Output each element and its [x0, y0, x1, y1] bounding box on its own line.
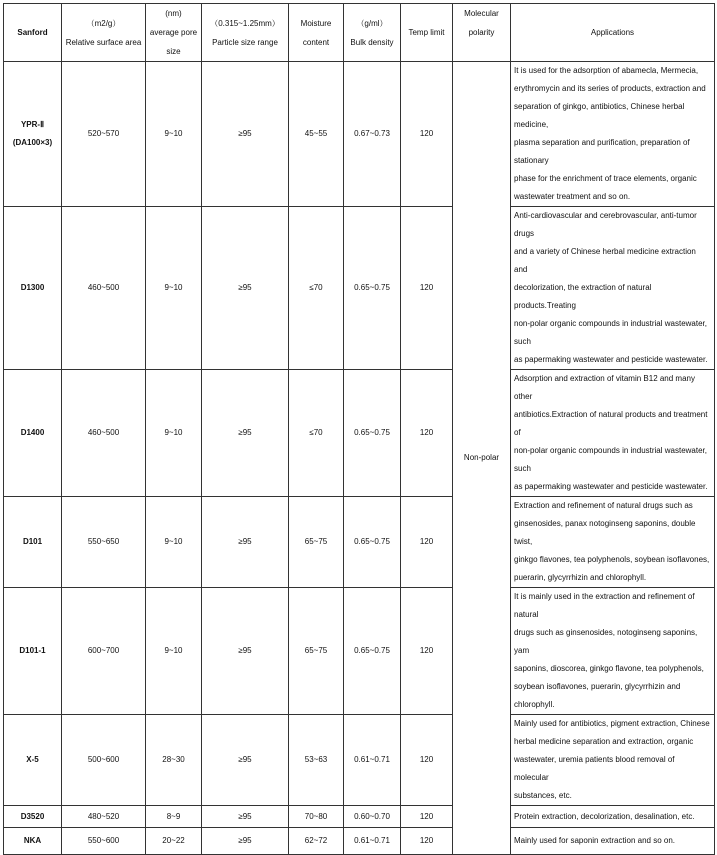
- resin-name-cell: D101-1: [4, 588, 62, 715]
- table-row: [4, 828, 715, 855]
- pore-size-cell: 28~30: [146, 715, 202, 806]
- table-row: [4, 207, 715, 370]
- polarity-cell: Non-polar: [453, 62, 511, 855]
- resin-name-cell: YPR-Ⅱ (DA100×3): [4, 62, 62, 207]
- temp-limit-cell: 120: [401, 588, 453, 715]
- polarity-header: Molecular polarity: [453, 4, 511, 62]
- applications-cell: Mainly used for antibiotics, pigment extraction, Chinese herbal medicine separation and extraction, organic wastewater, uremia patients blood removal of molecular substances, etc.: [511, 715, 715, 806]
- moisture-cell: ≤70: [289, 207, 344, 370]
- temp-limit-cell: 120: [401, 806, 453, 828]
- particle-size-cell: ≥95: [202, 828, 289, 855]
- applications-header: Applications: [511, 4, 715, 62]
- applications-cell: Adsorption and extraction of vitamin B12 and many other antibiotics.Extraction of natural products and treatment of non-polar organic compounds in industrial wastewater, such as papermaking wastewater and pesticide wastewater.: [511, 370, 715, 497]
- applications-cell: Extraction and refinement of natural drugs such as ginsenosides, panax notoginseng saponins, double twist, ginkgo flavones, tea polyphenols, soybean isoflavones, puerarin, glycyrrhizin and chlorophyll.: [511, 497, 715, 588]
- moisture-cell: 45~55: [289, 62, 344, 207]
- temp-limit-cell: 120: [401, 207, 453, 370]
- particle-size-cell: ≥95: [202, 588, 289, 715]
- applications-cell: Mainly used for saponin extraction and so on.: [511, 828, 715, 855]
- temp-limit-cell: 120: [401, 62, 453, 207]
- surface-area-cell: 500~600: [62, 715, 146, 806]
- surface-area-cell: 600~700: [62, 588, 146, 715]
- pore-size-cell: 9~10: [146, 207, 202, 370]
- applications-cell: It is used for the adsorption of abamecla, Mermecia, erythromycin and its series of products, extraction and separation of ginkgo, antibiotics, Chinese herbal medicine, plasma separation and purification, preparation of stationary phase for the enrichment of trace elements, organic wastewater treatment and so on.: [511, 62, 715, 207]
- bulk-density-cell: 0.61~0.71: [344, 715, 401, 806]
- bulk-density-cell: 0.65~0.75: [344, 497, 401, 588]
- moisture-cell: ≤70: [289, 370, 344, 497]
- surface-area-cell: 480~520: [62, 806, 146, 828]
- temp-limit-cell: 120: [401, 370, 453, 497]
- temp-limit-cell: 120: [401, 828, 453, 855]
- temp-limit-cell: 120: [401, 497, 453, 588]
- bulk-density-cell: 0.67~0.73: [344, 62, 401, 207]
- bulk-density-cell: 0.65~0.75: [344, 207, 401, 370]
- resin-name-cell: D3520: [4, 806, 62, 828]
- brand-header: Sanford: [4, 4, 62, 62]
- table-row: [4, 715, 715, 806]
- surface-area-cell: 460~500: [62, 207, 146, 370]
- moisture-cell: 65~75: [289, 588, 344, 715]
- particle-size-cell: ≥95: [202, 370, 289, 497]
- pore-size-cell: 8~9: [146, 806, 202, 828]
- pore-size-cell: 9~10: [146, 370, 202, 497]
- particle-size-cell: ≥95: [202, 715, 289, 806]
- particle-size-cell: ≥95: [202, 806, 289, 828]
- applications-cell: It is mainly used in the extraction and refinement of natural drugs such as ginsenosides, notoginseng saponins, yam saponins, dioscorea, ginkgo flavone, tea polyphenols, soybean isoflavones, puerarin, glycyrrhizin and chlorophyll.: [511, 588, 715, 715]
- bulk-density-cell: 0.65~0.75: [344, 588, 401, 715]
- resin-spec-table: [3, 3, 715, 855]
- moisture-cell: 70~80: [289, 806, 344, 828]
- table-row: [4, 497, 715, 588]
- pore-size-cell: 9~10: [146, 62, 202, 207]
- table-row: [4, 806, 715, 828]
- moisture-cell: 65~75: [289, 497, 344, 588]
- resin-name-cell: NKA: [4, 828, 62, 855]
- surface-area-cell: 550~600: [62, 828, 146, 855]
- particle-size-cell: ≥95: [202, 62, 289, 207]
- bulk-density-cell: 0.60~0.70: [344, 806, 401, 828]
- moisture-header: Moisture content: [289, 4, 344, 62]
- particle-size-header: （0.315~1.25mm） Particle size range: [202, 4, 289, 62]
- surface-area-cell: 460~500: [62, 370, 146, 497]
- resin-name-cell: D1300: [4, 207, 62, 370]
- applications-cell: Protein extraction, decolorization, desalination, etc.: [511, 806, 715, 828]
- table-row: [4, 588, 715, 715]
- particle-size-cell: ≥95: [202, 207, 289, 370]
- applications-cell: Anti-cardiovascular and cerebrovascular, anti-tumor drugs and a variety of Chinese herbal medicine extraction and decolorization, the extraction of natural products.Treating non-polar organic compounds in industrial wastewater, such as papermaking wastewater and pesticide wastewater.: [511, 207, 715, 370]
- resin-name-cell: D101: [4, 497, 62, 588]
- surface-area-cell: 550~650: [62, 497, 146, 588]
- bulk-density-header: （g/ml） Bulk density: [344, 4, 401, 62]
- resin-name-cell: D1400: [4, 370, 62, 497]
- bulk-density-cell: 0.61~0.71: [344, 828, 401, 855]
- table-row: [4, 370, 715, 497]
- moisture-cell: 53~63: [289, 715, 344, 806]
- header-row: [4, 4, 715, 62]
- temp-limit-cell: 120: [401, 715, 453, 806]
- temp-limit-header: Temp limit: [401, 4, 453, 62]
- particle-size-cell: ≥95: [202, 497, 289, 588]
- bulk-density-cell: 0.65~0.75: [344, 370, 401, 497]
- surface-area-cell: 520~570: [62, 62, 146, 207]
- pore-size-cell: 9~10: [146, 497, 202, 588]
- pore-size-cell: 20~22: [146, 828, 202, 855]
- moisture-cell: 62~72: [289, 828, 344, 855]
- surface-area-header: （m2/g） Relative surface area: [62, 4, 146, 62]
- resin-name-cell: X-5: [4, 715, 62, 806]
- table-row: [4, 62, 715, 207]
- pore-size-header: (nm) average pore size: [146, 4, 202, 62]
- pore-size-cell: 9~10: [146, 588, 202, 715]
